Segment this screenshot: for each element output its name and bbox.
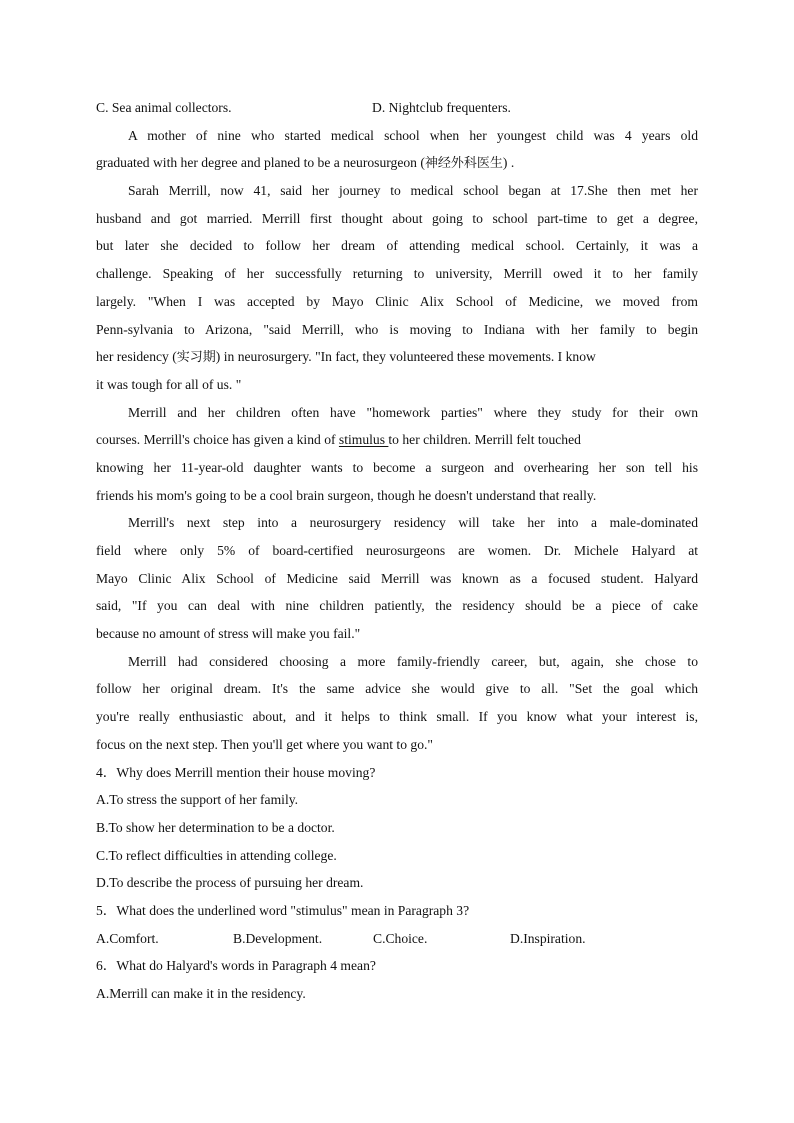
paragraph-line: you're really enthusiastic about, and it helps to think small. If you know what your interest is, [96, 709, 698, 725]
paragraph-line: husband and got married. Merrill first thought about going to school part-time to get a degree, [96, 210, 698, 226]
paragraph-line: courses. Merrill's choice has given a kind of stimulus to her children. Merrill felt touched [96, 432, 581, 448]
paragraph-line: but later she decided to follow her dream of attending medical school. Certainly, it was a [96, 238, 698, 254]
question-5 [96, 897, 698, 952]
paragraph-line: Mayo Clinic Alix School of Medicine said Merrill was known as a focused student. Halyard [96, 570, 698, 586]
paragraph-line: because no amount of stress will make you fail." [96, 626, 361, 642]
document-page [96, 94, 698, 1008]
paragraph-line: follow her original dream. It's the same advice she would give to all. "Set the goal which [96, 681, 698, 697]
paragraph-3 [96, 509, 698, 647]
question-6 [96, 952, 698, 1007]
paragraph-line: largely. "When I was accepted by Mayo Clinic Alix School of Medicine, we moved from [96, 293, 698, 309]
paragraph-2 [96, 399, 698, 510]
paragraph-4 [96, 648, 698, 759]
option-d: D. Nightclub frequenters. [372, 100, 511, 115]
answer-option-d: D.To describe the process of pursuing her dream. [96, 875, 364, 891]
answer-option-d: D.Inspiration. [510, 930, 586, 946]
previous-question-options [96, 94, 698, 122]
answer-options-row [96, 925, 698, 953]
paragraph-line: A mother of nine who started medical school when her youngest child was 4 years old [128, 127, 698, 143]
paragraph-line: friends his mom's going to be a cool brain surgeon, though he doesn't understand that really. [96, 487, 597, 503]
answer-option-c: C.Choice. [373, 930, 428, 946]
paragraph-line: Merrill's next step into a neurosurgery residency will take her into a male-dominated [128, 515, 698, 531]
underlined-word: stimulus [338, 432, 389, 448]
paragraph-line: field where only 5% of board-certified neurosurgeons are women. Dr. Michele Halyard at [96, 543, 698, 558]
question-stem: 6．What do Halyard's words in Paragraph 4 mean? [96, 958, 376, 974]
answer-option-a: A.Merrill can make it in the residency. [96, 986, 306, 1001]
paragraph-line: knowing her 11-year-old daughter wants to become a surgeon and overhearing her son tell his [96, 459, 698, 475]
question-stem: 5．What does the underlined word "stimulus" mean in Paragraph 3? [96, 902, 470, 918]
paragraph-line: Merrill and her children often have "homework parties" where they study for their own [128, 404, 698, 420]
answer-option-b: B.Development. [233, 930, 323, 946]
paragraph-line: graduated with her degree and planed to be a neurosurgeon (神经外科医生) . [96, 155, 515, 172]
paragraph-line: Merrill had considered choosing a more family-friendly career, but, again, she chose to [128, 653, 698, 669]
paragraph-line: Penn-sylvania to Arizona, "said Merrill, who is moving to Indiana with her family to begin [96, 321, 698, 337]
paragraph-line: it was tough for all of us. " [96, 376, 242, 392]
paragraph-line: Sarah Merrill, now 41, said her journey to medical school began at 17.She then met her [128, 183, 698, 199]
answer-option-a: A.To stress the support of her family. [96, 792, 299, 808]
intro-paragraph [96, 122, 698, 177]
answer-option-c: C.To reflect difficulties in attending college. [96, 847, 337, 863]
option-c: C. Sea animal collectors. [96, 100, 232, 115]
paragraph-line: her residency (实习期) in neurosurgery. "In fact, they volunteered these movements. I know [96, 349, 596, 366]
paragraph-line: challenge. Speaking of her successfully returning to university, Merrill owed it to her family [96, 266, 698, 282]
question-stem: 4．Why does Merrill mention their house moving? [96, 764, 376, 780]
answer-option-b: B.To show her determination to be a doctor. [96, 819, 335, 835]
paragraph-line: said, "If you can deal with nine children patiently, the residency should be a piece of cake [96, 598, 698, 614]
paragraph-line: focus on the next step. Then you'll get where you want to go." [96, 736, 433, 752]
answer-option-a: A.Comfort. [96, 930, 159, 946]
question-4 [96, 759, 698, 897]
paragraph-1 [96, 177, 698, 399]
